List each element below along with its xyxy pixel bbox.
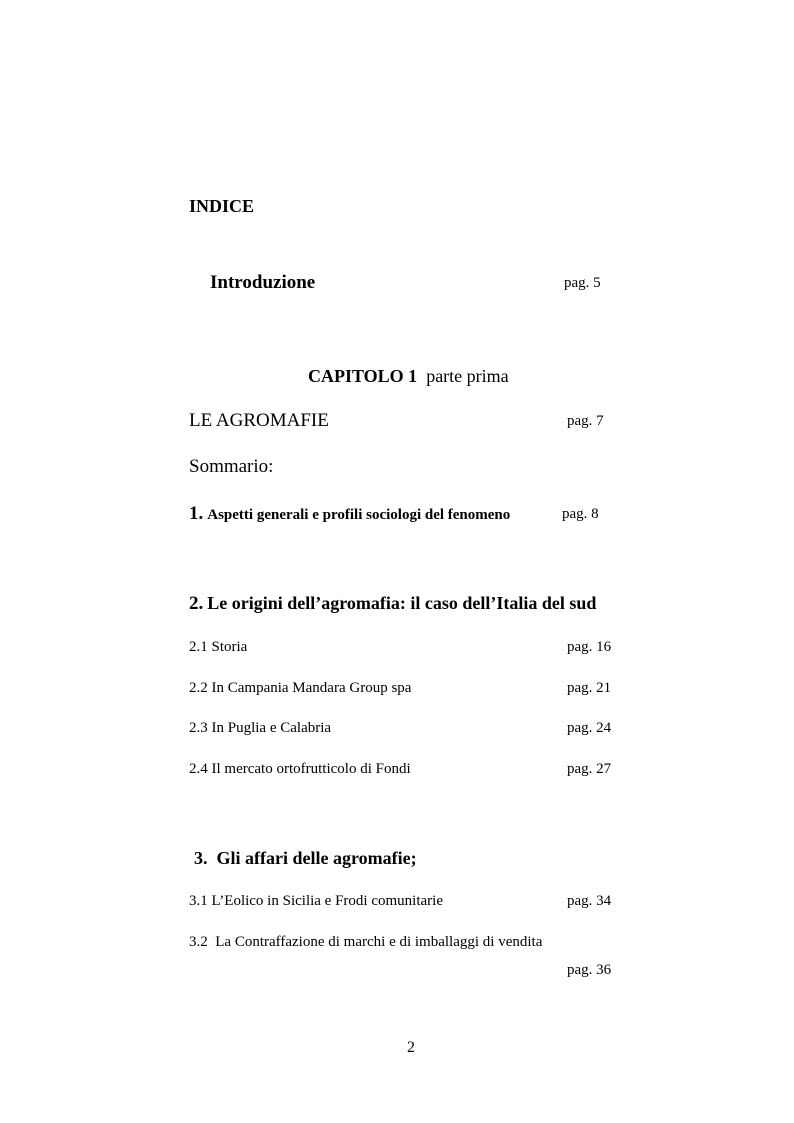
- toc-item-3-2-page: pag. 36: [567, 962, 612, 978]
- section2-number: 2.: [189, 593, 204, 614]
- toc-item-2-3: 2.3 In Puglia e Calabria: [189, 720, 332, 736]
- section3-heading: [194, 849, 417, 867]
- section-title: LE AGROMAFIE: [189, 410, 329, 431]
- section1-heading: [189, 504, 510, 523]
- intro-page: pag. 5: [564, 275, 601, 291]
- section1-number: 1.: [189, 503, 204, 524]
- intro-label: Introduzione: [210, 272, 316, 293]
- section1-page: pag. 8: [562, 506, 599, 522]
- section2-label: Le origini dell’agromafia: il caso dell’Italia del sud: [207, 593, 597, 613]
- toc-item-3-1: 3.1 L’Eolico in Sicilia e Frodi comunitarie: [189, 893, 443, 909]
- section3-label: Gli affari delle agromafie;: [216, 848, 417, 868]
- section-title-page: pag. 7: [567, 413, 604, 429]
- page-number: 2: [407, 1039, 415, 1056]
- toc-item-3-1-page: pag. 34: [567, 893, 612, 909]
- toc-item-3-2: 3.2 La Contraffazione di marchi e di imballaggi di vendita: [189, 934, 543, 950]
- section3-number: 3.: [194, 848, 208, 868]
- summary-label: Sommario:: [189, 456, 274, 477]
- chapter-subtitle: parte prima: [426, 366, 509, 386]
- toc-item-2-3-page: pag. 24: [567, 720, 612, 736]
- toc-item-2-1-page: pag. 16: [567, 639, 612, 655]
- toc-item-2-4-page: pag. 27: [567, 761, 612, 777]
- chapter-number: CAPITOLO 1: [308, 366, 418, 386]
- toc-item-2-4: 2.4 Il mercato ortofrutticolo di Fondi: [189, 761, 411, 777]
- toc-item-2-1: 2.1 Storia: [189, 639, 248, 655]
- section1-label: Aspetti generali e profili sociologi del fenomeno: [207, 507, 511, 523]
- toc-item-2-2-page: pag. 21: [567, 680, 612, 696]
- toc-item-2-2: 2.2 In Campania Mandara Group spa: [189, 680, 412, 696]
- section2-heading: [189, 594, 596, 613]
- page-title: INDICE: [189, 196, 255, 216]
- chapter-heading: [308, 367, 509, 385]
